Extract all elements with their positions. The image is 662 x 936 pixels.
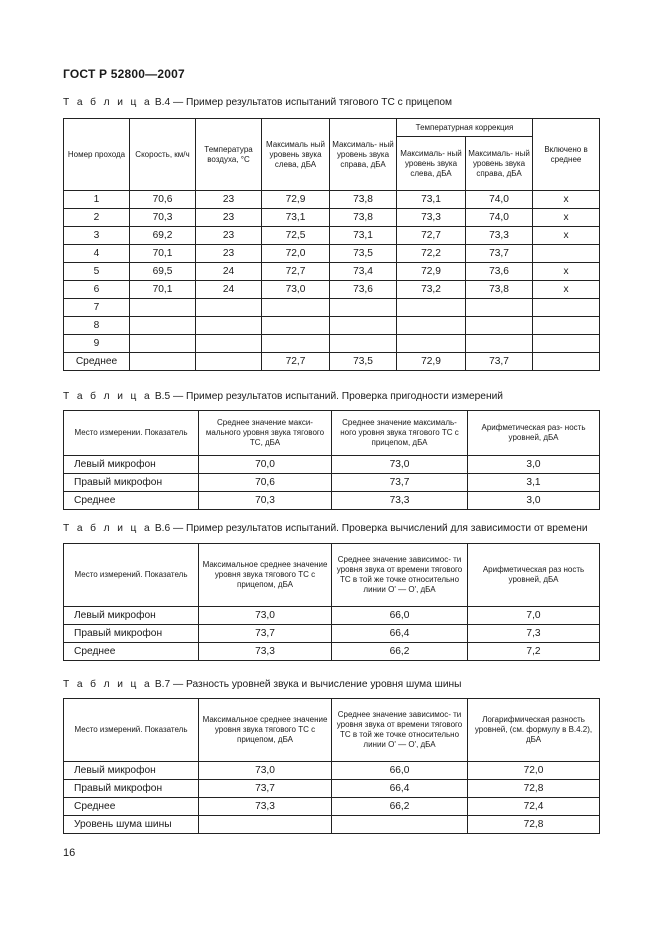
table-cell bbox=[196, 335, 262, 353]
table-b5-caption bbox=[63, 391, 503, 402]
col-header-left: Максималь ный уровень звука слева, дБА bbox=[262, 119, 330, 191]
table-cell: 73,1 bbox=[330, 227, 397, 245]
table-cell: 7 bbox=[64, 299, 130, 317]
col-header-arith-diff: Арифметическая раз ность уровней, дБА bbox=[468, 544, 600, 607]
table-cell: 73,7 bbox=[466, 353, 533, 371]
table-cell bbox=[332, 816, 468, 834]
col-header-temp: Температура воздуха, °С bbox=[196, 119, 262, 191]
document-header: ГОСТ Р 52800—2007 bbox=[63, 67, 185, 81]
table-cell: 73,6 bbox=[466, 263, 533, 281]
table-cell bbox=[466, 317, 533, 335]
table-row bbox=[64, 245, 600, 263]
table-row bbox=[64, 780, 600, 798]
table-cell bbox=[397, 335, 466, 353]
table-cell: 2 bbox=[64, 209, 130, 227]
table-cell bbox=[130, 353, 196, 371]
table-cell: 9 bbox=[64, 335, 130, 353]
table-cell: 73,3 bbox=[397, 209, 466, 227]
table-row bbox=[64, 191, 600, 209]
table-cell: 73,4 bbox=[330, 263, 397, 281]
table-cell bbox=[533, 317, 600, 335]
table-cell: 74,0 bbox=[466, 191, 533, 209]
col-header-num: Номер прохода bbox=[64, 119, 130, 191]
table-b5 bbox=[63, 410, 600, 510]
table-cell: 73,3 bbox=[332, 492, 468, 510]
table-cell: 4 bbox=[64, 245, 130, 263]
table-b7-caption bbox=[63, 679, 461, 690]
table-cell: 70,6 bbox=[199, 474, 332, 492]
table-row bbox=[64, 317, 600, 335]
table-cell: 73,0 bbox=[199, 607, 332, 625]
table-cell: 69,2 bbox=[130, 227, 196, 245]
table-cell bbox=[130, 317, 196, 335]
table-cell: 73,0 bbox=[262, 281, 330, 299]
table-cell: 74,0 bbox=[466, 209, 533, 227]
table-cell bbox=[533, 245, 600, 263]
table-cell: 72,8 bbox=[468, 816, 600, 834]
table-cell: Левый микрофон bbox=[64, 762, 199, 780]
table-cell bbox=[397, 317, 466, 335]
table-row bbox=[64, 643, 600, 661]
table-cell bbox=[262, 317, 330, 335]
table-cell: 73,1 bbox=[397, 191, 466, 209]
table-row bbox=[64, 299, 600, 317]
table-cell: 24 bbox=[196, 263, 262, 281]
table-cell bbox=[533, 353, 600, 371]
table-cell: Уровень шума шины bbox=[64, 816, 199, 834]
table-cell: 73,7 bbox=[332, 474, 468, 492]
table-cell: Левый микрофон bbox=[64, 607, 199, 625]
table-row bbox=[64, 335, 600, 353]
table-cell: 3,0 bbox=[468, 492, 600, 510]
table-row bbox=[64, 607, 600, 625]
page-number: 16 bbox=[63, 847, 76, 859]
table-cell: 72,5 bbox=[262, 227, 330, 245]
table-cell: 7,2 bbox=[468, 643, 600, 661]
table-cell: 70,3 bbox=[199, 492, 332, 510]
table-cell: 73,8 bbox=[330, 191, 397, 209]
table-cell: 70,1 bbox=[130, 245, 196, 263]
table-cell bbox=[466, 299, 533, 317]
table-cell: 69,5 bbox=[130, 263, 196, 281]
table-b5-label: Т а б л и ц а bbox=[63, 391, 153, 402]
table-cell bbox=[330, 299, 397, 317]
table-cell: 72,4 bbox=[468, 798, 600, 816]
table-cell: x bbox=[533, 263, 600, 281]
table-cell: 66,4 bbox=[332, 625, 468, 643]
col-header-avg-trailer: Среднее значение максималь- ного уровня звука тягового ТС с прицепом, дБА bbox=[332, 411, 468, 456]
table-cell: 73,7 bbox=[199, 780, 332, 798]
col-header-location: Место измерении. Показатель bbox=[64, 411, 199, 456]
table-cell: x bbox=[533, 209, 600, 227]
table-row bbox=[64, 625, 600, 643]
table-cell bbox=[262, 335, 330, 353]
table-cell: 23 bbox=[196, 209, 262, 227]
table-cell: Среднее bbox=[64, 353, 130, 371]
table-cell: 3 bbox=[64, 227, 130, 245]
table-cell: 66,2 bbox=[332, 643, 468, 661]
col-header-log-diff: Логарифмическая разность уровней, (см. формулу в В.4.2), дБА bbox=[468, 699, 600, 762]
table-cell: 70,6 bbox=[130, 191, 196, 209]
table-cell: 72,0 bbox=[262, 245, 330, 263]
table-b7-label: Т а б л и ц а bbox=[63, 679, 153, 690]
table-cell: 72,0 bbox=[468, 762, 600, 780]
col-header-corr-right: Максималь- ный уровень звука справа, дБА bbox=[466, 137, 533, 191]
col-header-right: Максималь- ный уровень звука справа, дБА bbox=[330, 119, 397, 191]
table-row bbox=[64, 762, 600, 780]
table-cell: 73,3 bbox=[199, 798, 332, 816]
table-cell bbox=[533, 335, 600, 353]
table-cell: 3,1 bbox=[468, 474, 600, 492]
table-row bbox=[64, 492, 600, 510]
table-cell bbox=[196, 299, 262, 317]
table-cell: 73,3 bbox=[199, 643, 332, 661]
table-cell: 1 bbox=[64, 191, 130, 209]
table-cell: 7,3 bbox=[468, 625, 600, 643]
table-cell: 73,5 bbox=[330, 353, 397, 371]
table-cell: 72,9 bbox=[397, 353, 466, 371]
col-header-location: Место измерений. Показатель bbox=[64, 699, 199, 762]
table-b6-caption bbox=[63, 523, 588, 534]
table-cell: 7,0 bbox=[468, 607, 600, 625]
table-b4-title: В.4 — Пример результатов испытаний тягового ТС с прицепом bbox=[152, 97, 453, 108]
table-cell: Среднее bbox=[64, 643, 199, 661]
table-cell: 66,0 bbox=[332, 762, 468, 780]
table-cell: 66,2 bbox=[332, 798, 468, 816]
table-row bbox=[64, 798, 600, 816]
table-cell: 73,5 bbox=[330, 245, 397, 263]
table-cell: Среднее bbox=[64, 492, 199, 510]
table-row bbox=[64, 281, 600, 299]
table-b6-title: В.6 — Пример результатов испытаний. Проверка вычислений для зависимости от времени bbox=[152, 523, 588, 534]
table-cell: 70,3 bbox=[130, 209, 196, 227]
table-b6-label: Т а б л и ц а bbox=[63, 523, 153, 534]
table-cell: Правый микрофон bbox=[64, 474, 199, 492]
table-cell: x bbox=[533, 281, 600, 299]
table-cell: 73,8 bbox=[330, 209, 397, 227]
table-cell: 70,0 bbox=[199, 456, 332, 474]
col-header-correction: Температурная коррекция bbox=[397, 119, 533, 137]
table-cell: 73,1 bbox=[262, 209, 330, 227]
table-cell: 72,9 bbox=[397, 263, 466, 281]
table-b7-title: В.7 — Разность уровней звука и вычисление уровня шума шины bbox=[152, 679, 462, 690]
table-cell bbox=[196, 353, 262, 371]
table-row bbox=[64, 456, 600, 474]
table-cell: 5 bbox=[64, 263, 130, 281]
table-cell: 70,1 bbox=[130, 281, 196, 299]
col-header-time-dependence: Среднее значение зависимос- ти уровня звука от времени тягового ТС в той же точке относительно линии О' — О', дБА bbox=[332, 699, 468, 762]
table-cell: 24 bbox=[196, 281, 262, 299]
table-row bbox=[64, 474, 600, 492]
table-row bbox=[64, 209, 600, 227]
table-b6 bbox=[63, 543, 600, 661]
table-row bbox=[64, 227, 600, 245]
table-cell bbox=[130, 299, 196, 317]
col-header-arith-diff: Арифметическая раз- ность уровней, дБА bbox=[468, 411, 600, 456]
table-cell: 23 bbox=[196, 227, 262, 245]
table-b7 bbox=[63, 698, 600, 834]
table-cell bbox=[199, 816, 332, 834]
table-cell: 73,8 bbox=[466, 281, 533, 299]
table-cell: Правый микрофон bbox=[64, 780, 199, 798]
col-header-speed: Скорость, км/ч bbox=[130, 119, 196, 191]
table-cell: 72,2 bbox=[397, 245, 466, 263]
table-cell: 72,7 bbox=[262, 353, 330, 371]
table-row bbox=[64, 816, 600, 834]
table-cell bbox=[533, 299, 600, 317]
table-cell: 8 bbox=[64, 317, 130, 335]
table-cell: 73,7 bbox=[466, 245, 533, 263]
table-cell: 73,3 bbox=[466, 227, 533, 245]
col-header-max-avg: Максимальное среднее значение уровня звука тягового ТС с прицепом, дБА bbox=[199, 544, 332, 607]
col-header-avg-vehicle: Среднее значение макси- мального уровня звука тягового ТС, дБА bbox=[199, 411, 332, 456]
table-cell: 6 bbox=[64, 281, 130, 299]
col-header-included: Включено в среднее bbox=[533, 119, 600, 191]
table-cell: 73,7 bbox=[199, 625, 332, 643]
table-cell: Среднее bbox=[64, 798, 199, 816]
table-cell: 72,8 bbox=[468, 780, 600, 798]
col-header-location: Место измерений. Показатель bbox=[64, 544, 199, 607]
table-b4 bbox=[63, 118, 600, 371]
table-cell bbox=[196, 317, 262, 335]
table-cell: 72,7 bbox=[397, 227, 466, 245]
table-row bbox=[64, 263, 600, 281]
table-cell: 72,7 bbox=[262, 263, 330, 281]
table-cell bbox=[466, 335, 533, 353]
table-cell bbox=[130, 335, 196, 353]
col-header-time-dependence: Среднее значение зависимос- ти уровня звука от времени тягового ТС в той же точке относительно линии О' — О', дБА bbox=[332, 544, 468, 607]
table-b5-title: В.5 — Пример результатов испытаний. Проверка пригодности измерений bbox=[152, 391, 503, 402]
table-b4-caption bbox=[63, 97, 452, 108]
table-cell bbox=[330, 335, 397, 353]
table-cell bbox=[262, 299, 330, 317]
table-cell bbox=[330, 317, 397, 335]
table-cell: 66,4 bbox=[332, 780, 468, 798]
table-cell: 72,9 bbox=[262, 191, 330, 209]
table-cell: 23 bbox=[196, 245, 262, 263]
table-cell: 73,2 bbox=[397, 281, 466, 299]
table-b4-label: Т а б л и ц а bbox=[63, 97, 153, 108]
table-cell bbox=[397, 299, 466, 317]
table-cell: 23 bbox=[196, 191, 262, 209]
table-cell: 73,6 bbox=[330, 281, 397, 299]
table-cell: Левый микрофон bbox=[64, 456, 199, 474]
table-cell: x bbox=[533, 227, 600, 245]
table-cell: 73,0 bbox=[332, 456, 468, 474]
table-cell: x bbox=[533, 191, 600, 209]
col-header-corr-left: Максималь- ный уровень звука слева, дБА bbox=[397, 137, 466, 191]
table-row bbox=[64, 353, 600, 371]
table-cell: 3,0 bbox=[468, 456, 600, 474]
table-cell: Правый микрофон bbox=[64, 625, 199, 643]
table-cell: 66,0 bbox=[332, 607, 468, 625]
table-cell: 73,0 bbox=[199, 762, 332, 780]
col-header-max-avg: Максимальное среднее значение уровня звука тягового ТС с прицепом, дБА bbox=[199, 699, 332, 762]
